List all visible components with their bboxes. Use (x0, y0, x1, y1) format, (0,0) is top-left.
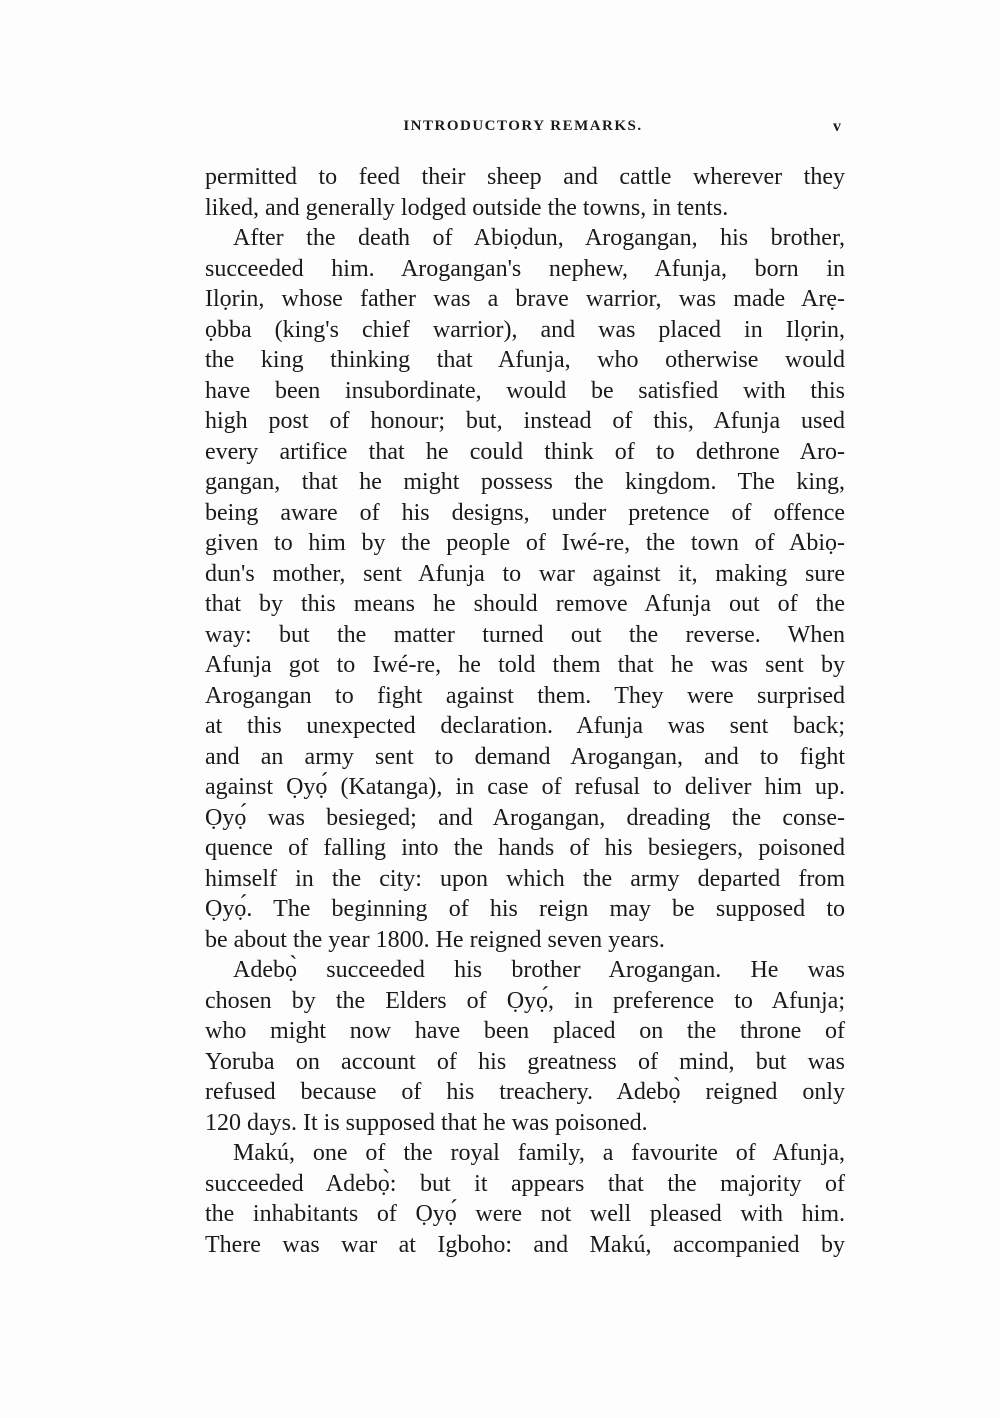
text-line: liked, and generally lodged outside the towns, in tents. (205, 194, 729, 221)
text-line: succeeded Adebọ̀: but it appears that the majority of (205, 1170, 845, 1197)
text-line: 120 days. It is supposed that he was poisoned. (205, 1109, 648, 1136)
text-line: Ilọrin, whose father was a brave warrior, was made Arẹ- (205, 286, 845, 312)
text-line: quence of falling into the hands of his besiegers, poisoned (205, 835, 845, 861)
text-line: After the death of Abiọdun, Arogangan, his brother, (233, 225, 845, 251)
text-line: way: but the matter turned out the reverse. When (205, 621, 845, 648)
text-line: Adebọ̀ succeeded his brother Arogangan. He was (233, 957, 845, 983)
text-line: ọbba (king's chief warrior), and was placed in Ilọrin, (205, 316, 845, 343)
text-line: have been insubordinate, would be satisfied with this (205, 377, 845, 404)
text-line: be about the year 1800. He reigned seven years. (205, 926, 665, 953)
text-line: against Ọyọ́ (Katanga), in case of refusal to deliver him up. (205, 774, 845, 800)
text-line: given to him by the people of Iwé-re, the town of Abiọ- (205, 530, 845, 556)
text-line: every artifice that he could think of to dethrone Aro- (205, 438, 845, 465)
text-line: succeeded him. Arogangan's nephew, Afunja, born in (205, 255, 845, 282)
text-line: the king thinking that Afunja, who otherwise would (205, 347, 845, 373)
text-line: Ọyọ́. The beginning of his reign may be supposed to (205, 896, 845, 922)
text-line: Makú, one of the royal family, a favourite of Afunja, (233, 1140, 845, 1166)
page-number: v (833, 118, 841, 135)
text-line: There was war at Igboho: and Makú, accompanied by (205, 1231, 845, 1258)
text-line: at this unexpected declaration. Afunja was sent back; (205, 713, 845, 739)
text-line: permitted to feed their sheep and cattle wherever they (205, 164, 845, 190)
text-line: Arogangan to fight against them. They were surprised (205, 682, 845, 709)
text-line: the inhabitants of Ọyọ́ were not well pleased with him. (205, 1201, 845, 1227)
text-line: high post of honour; but, instead of this, Afunja used (205, 408, 845, 434)
text-line: himself in the city: upon which the army departed from (205, 865, 845, 892)
text-line: Afunja got to Iwé-re, he told them that he was sent by (205, 652, 845, 678)
text-line: gangan, that he might possess the kingdom. The king, (205, 469, 845, 495)
text-line: and an army sent to demand Arogangan, and to fight (205, 743, 845, 770)
text-line: Yoruba on account of his greatness of mind, but was (205, 1048, 845, 1075)
text-line: that by this means he should remove Afunja out of the (205, 591, 845, 617)
text-line: being aware of his designs, under pretence of offence (205, 499, 845, 526)
body-text (205, 162, 845, 1260)
text-line: chosen by the Elders of Ọyọ́, in preference to Afunja; (205, 987, 845, 1014)
text-line: who might now have been placed on the throne of (205, 1018, 845, 1044)
running-head (205, 118, 841, 138)
running-title: INTRODUCTORY REMARKS. (403, 118, 643, 134)
text-line: refused because of his treachery. Adebọ̀ reigned only (205, 1079, 845, 1105)
text-line: dun's mother, sent Afunja to war against it, making sure (205, 560, 845, 587)
text-line: Ọyọ́ was besieged; and Arogangan, dreading the conse- (205, 804, 845, 831)
